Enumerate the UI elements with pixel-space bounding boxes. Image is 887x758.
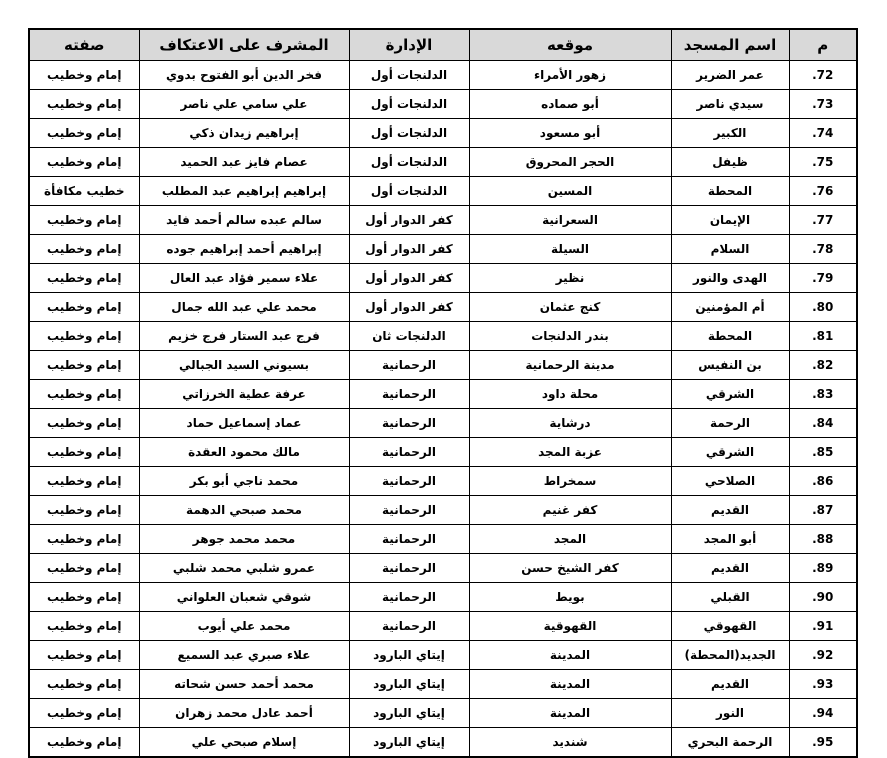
cell-supervisor: مالك محمود العقدة (139, 438, 349, 467)
cell-num: 74. (789, 119, 857, 148)
cell-role: إمام وخطيب (29, 264, 139, 293)
table-row (29, 119, 857, 148)
cell-role: إمام وخطيب (29, 525, 139, 554)
table-body (29, 61, 857, 758)
cell-admin: إيتاي البارود (349, 641, 469, 670)
cell-role: إمام وخطيب (29, 554, 139, 583)
cell-supervisor: محمد علي عبد الله جمال (139, 293, 349, 322)
cell-admin: كفر الدوار أول (349, 293, 469, 322)
cell-role: إمام وخطيب (29, 351, 139, 380)
cell-location: السيلة (469, 235, 671, 264)
cell-supervisor: شوقي شعبان العلواني (139, 583, 349, 612)
document-sheet (28, 28, 858, 758)
cell-num: 90. (789, 583, 857, 612)
cell-role: إمام وخطيب (29, 206, 139, 235)
cell-admin: الدلنجات ثان (349, 322, 469, 351)
cell-mosque: سيدي ناصر (671, 90, 789, 119)
cell-num: 86. (789, 467, 857, 496)
cell-num: 76. (789, 177, 857, 206)
header-administration: الإدارة (349, 29, 469, 61)
cell-supervisor: إبراهيم أحمد إبراهيم جوده (139, 235, 349, 264)
cell-admin: الرحمانية (349, 438, 469, 467)
table-row (29, 641, 857, 670)
cell-location: كفر الشيخ حسن (469, 554, 671, 583)
cell-mosque: القديم (671, 496, 789, 525)
cell-role: إمام وخطيب (29, 641, 139, 670)
cell-mosque: المحطة (671, 177, 789, 206)
cell-role: إمام وخطيب (29, 670, 139, 699)
cell-supervisor: محمد علي أيوب (139, 612, 349, 641)
cell-admin: الدلنجات أول (349, 90, 469, 119)
cell-supervisor: عمرو شلبي محمد شلبي (139, 554, 349, 583)
header-number: م (789, 29, 857, 61)
cell-supervisor: عصام فايز عبد الحميد (139, 148, 349, 177)
cell-admin: الدلنجات أول (349, 61, 469, 90)
table-row (29, 699, 857, 728)
cell-mosque: ظيفل (671, 148, 789, 177)
cell-role: إمام وخطيب (29, 380, 139, 409)
cell-role: إمام وخطيب (29, 61, 139, 90)
cell-num: 80. (789, 293, 857, 322)
cell-role: إمام وخطيب (29, 409, 139, 438)
cell-admin: الدلنجات أول (349, 119, 469, 148)
cell-mosque: الرحمة البحري (671, 728, 789, 758)
table-row (29, 583, 857, 612)
cell-supervisor: أحمد عادل محمد زهران (139, 699, 349, 728)
cell-supervisor: إبراهيم إبراهيم عبد المطلب (139, 177, 349, 206)
cell-role: إمام وخطيب (29, 235, 139, 264)
cell-supervisor: محمد محمد جوهر (139, 525, 349, 554)
cell-admin: الرحمانية (349, 612, 469, 641)
cell-role: إمام وخطيب (29, 467, 139, 496)
cell-num: 88. (789, 525, 857, 554)
cell-num: 89. (789, 554, 857, 583)
cell-location: كنج عثمان (469, 293, 671, 322)
cell-location: المدينة (469, 670, 671, 699)
table-row (29, 293, 857, 322)
table-row (29, 612, 857, 641)
cell-location: القهوقية (469, 612, 671, 641)
cell-location: عزبة المجد (469, 438, 671, 467)
mosques-itikaf-table (28, 28, 858, 758)
cell-location: نظير (469, 264, 671, 293)
cell-location: بويط (469, 583, 671, 612)
cell-supervisor: إسلام صبحي علي (139, 728, 349, 758)
cell-supervisor: عماد إسماعيل حماد (139, 409, 349, 438)
cell-num: 87. (789, 496, 857, 525)
cell-location: محلة داود (469, 380, 671, 409)
header-itikaf-supervisor: المشرف على الاعتكاف (139, 29, 349, 61)
cell-num: 92. (789, 641, 857, 670)
cell-num: 72. (789, 61, 857, 90)
cell-admin: الرحمانية (349, 409, 469, 438)
cell-admin: الدلنجات أول (349, 148, 469, 177)
cell-location: الحجر المحروق (469, 148, 671, 177)
header-mosque-name: اسم المسجد (671, 29, 789, 61)
table-row (29, 554, 857, 583)
cell-location: مدينة الرحمانية (469, 351, 671, 380)
cell-num: 94. (789, 699, 857, 728)
cell-supervisor: بسيوني السيد الجبالي (139, 351, 349, 380)
table-row (29, 61, 857, 90)
cell-admin: الرحمانية (349, 351, 469, 380)
cell-admin: الرحمانية (349, 496, 469, 525)
cell-mosque: القبلي (671, 583, 789, 612)
cell-location: المدينة (469, 699, 671, 728)
cell-num: 95. (789, 728, 857, 758)
cell-num: 93. (789, 670, 857, 699)
table-row (29, 380, 857, 409)
cell-num: 75. (789, 148, 857, 177)
cell-mosque: القديم (671, 670, 789, 699)
cell-mosque: أبو المجد (671, 525, 789, 554)
cell-role: إمام وخطيب (29, 728, 139, 758)
cell-admin: كفر الدوار أول (349, 206, 469, 235)
table-header-row (29, 29, 857, 61)
cell-location: سمخراط (469, 467, 671, 496)
cell-location: زهور الأمراء (469, 61, 671, 90)
cell-num: 79. (789, 264, 857, 293)
cell-admin: الدلنجات أول (349, 177, 469, 206)
cell-mosque: الشرقي (671, 380, 789, 409)
header-role: صفته (29, 29, 139, 61)
table-row (29, 264, 857, 293)
cell-num: 78. (789, 235, 857, 264)
cell-role: إمام وخطيب (29, 438, 139, 467)
cell-supervisor: علي سامي علي ناصر (139, 90, 349, 119)
cell-role: إمام وخطيب (29, 90, 139, 119)
table-row (29, 670, 857, 699)
cell-mosque: الصلاحي (671, 467, 789, 496)
cell-admin: الرحمانية (349, 380, 469, 409)
cell-mosque: السلام (671, 235, 789, 264)
table-row (29, 322, 857, 351)
table-row (29, 177, 857, 206)
cell-location: أبو صماده (469, 90, 671, 119)
table-row (29, 148, 857, 177)
cell-supervisor: فخر الدين أبو الفتوح بدوي (139, 61, 349, 90)
cell-role: إمام وخطيب (29, 322, 139, 351)
cell-num: 82. (789, 351, 857, 380)
cell-mosque: الإيمان (671, 206, 789, 235)
cell-mosque: الهدى والنور (671, 264, 789, 293)
cell-location: السعرانية (469, 206, 671, 235)
table-row (29, 525, 857, 554)
cell-location: المجد (469, 525, 671, 554)
table-row (29, 206, 857, 235)
cell-role: إمام وخطيب (29, 496, 139, 525)
cell-location: المدينة (469, 641, 671, 670)
cell-supervisor: علاء صبري عبد السميع (139, 641, 349, 670)
cell-admin: الرحمانية (349, 525, 469, 554)
cell-admin: إيتاي البارود (349, 728, 469, 758)
table-row (29, 235, 857, 264)
cell-num: 73. (789, 90, 857, 119)
table-row (29, 438, 857, 467)
cell-mosque: بن النفيس (671, 351, 789, 380)
cell-supervisor: محمد صبحي الدهمة (139, 496, 349, 525)
cell-num: 77. (789, 206, 857, 235)
cell-role: إمام وخطيب (29, 119, 139, 148)
cell-admin: إيتاي البارود (349, 699, 469, 728)
cell-num: 83. (789, 380, 857, 409)
cell-mosque: الشرقي (671, 438, 789, 467)
cell-mosque: عمر الضرير (671, 61, 789, 90)
cell-mosque: الكبير (671, 119, 789, 148)
cell-role: إمام وخطيب (29, 148, 139, 177)
cell-supervisor: محمد أحمد حسن شحاته (139, 670, 349, 699)
cell-role: خطيب مكافأة (29, 177, 139, 206)
cell-supervisor: سالم عبده سالم أحمد فايد (139, 206, 349, 235)
cell-admin: الرحمانية (349, 583, 469, 612)
cell-admin: الرحمانية (349, 467, 469, 496)
cell-admin: كفر الدوار أول (349, 235, 469, 264)
cell-num: 84. (789, 409, 857, 438)
cell-supervisor: فرج عبد الستار فرج خزيم (139, 322, 349, 351)
cell-admin: الرحمانية (349, 554, 469, 583)
cell-admin: إيتاي البارود (349, 670, 469, 699)
table-row (29, 409, 857, 438)
table-row (29, 467, 857, 496)
table-row (29, 496, 857, 525)
cell-mosque: الرحمة (671, 409, 789, 438)
cell-mosque: النور (671, 699, 789, 728)
cell-location: بندر الدلنجات (469, 322, 671, 351)
table-row (29, 90, 857, 119)
cell-role: إمام وخطيب (29, 293, 139, 322)
header-location: موقعه (469, 29, 671, 61)
cell-num: 81. (789, 322, 857, 351)
cell-mosque: المحطة (671, 322, 789, 351)
cell-location: أبو مسعود (469, 119, 671, 148)
cell-supervisor: عرفة عطية الخرزاتي (139, 380, 349, 409)
table-row (29, 728, 857, 758)
cell-mosque: القهوقي (671, 612, 789, 641)
cell-location: درشاية (469, 409, 671, 438)
cell-supervisor: إبراهيم زيدان ذكي (139, 119, 349, 148)
cell-supervisor: علاء سمير فؤاد عبد العال (139, 264, 349, 293)
table-row (29, 351, 857, 380)
cell-location: المسين (469, 177, 671, 206)
cell-role: إمام وخطيب (29, 612, 139, 641)
cell-num: 91. (789, 612, 857, 641)
cell-mosque: أم المؤمنين (671, 293, 789, 322)
cell-location: كفر غنيم (469, 496, 671, 525)
cell-admin: كفر الدوار أول (349, 264, 469, 293)
cell-mosque: الجديد(المحطة) (671, 641, 789, 670)
cell-role: إمام وخطيب (29, 583, 139, 612)
cell-num: 85. (789, 438, 857, 467)
cell-role: إمام وخطيب (29, 699, 139, 728)
cell-mosque: القديم (671, 554, 789, 583)
cell-supervisor: محمد ناجي أبو بكر (139, 467, 349, 496)
cell-location: شنديد (469, 728, 671, 758)
